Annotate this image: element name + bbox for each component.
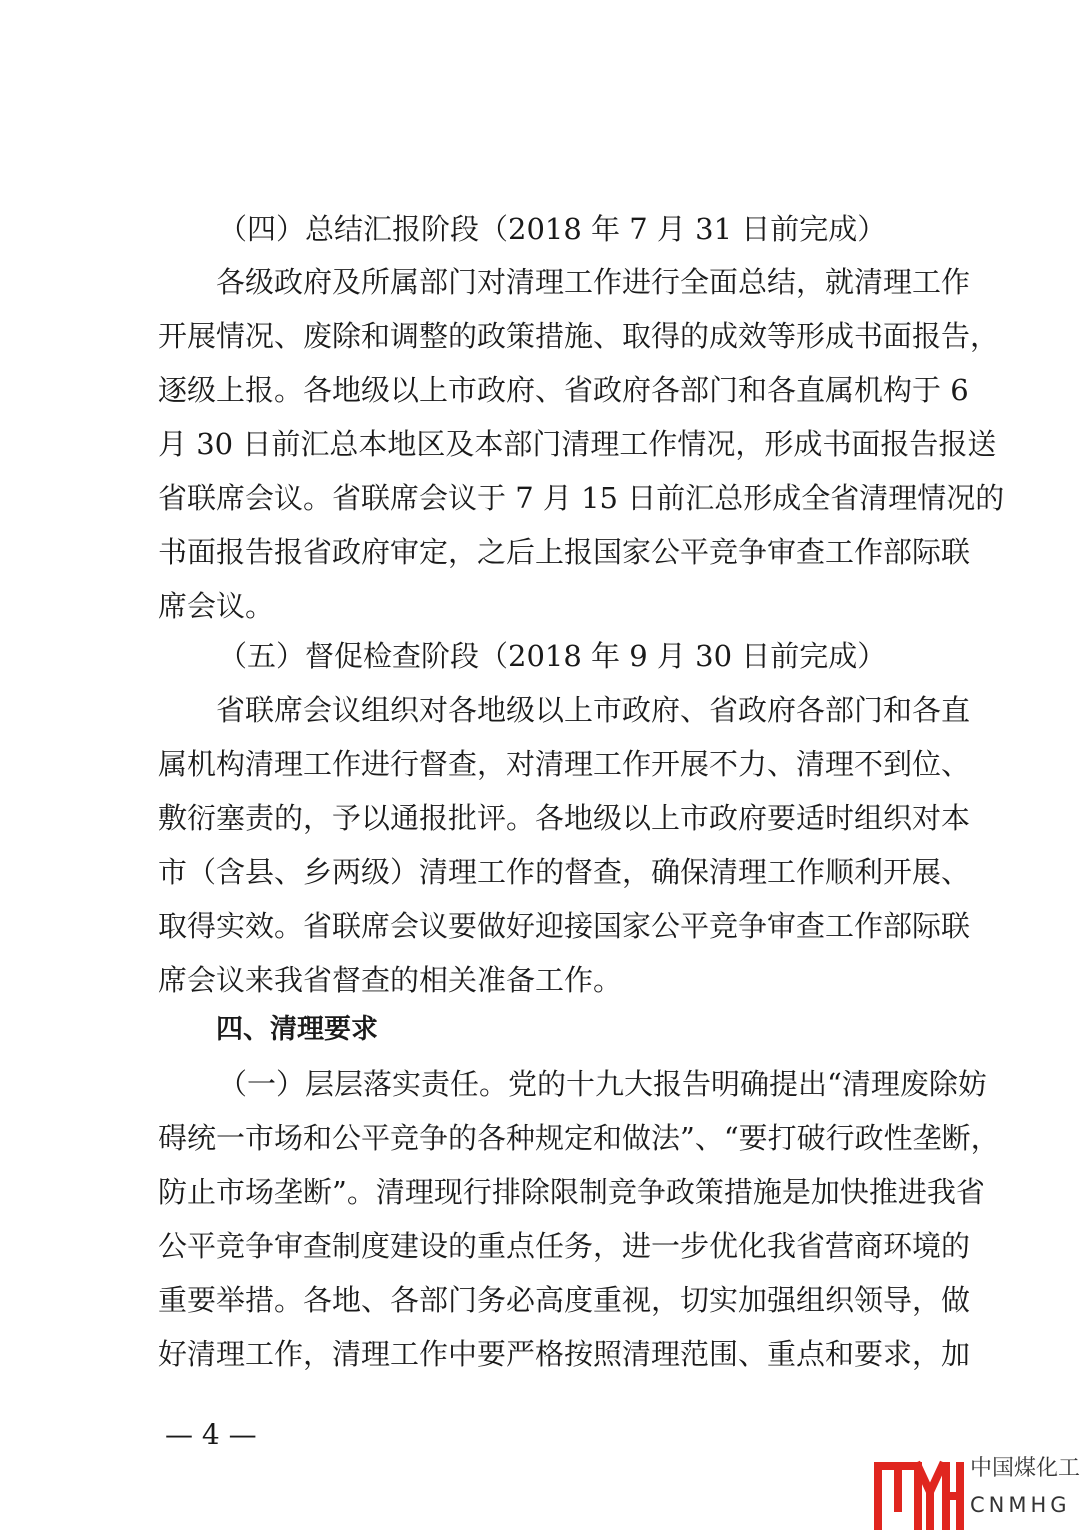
paragraph-line: 逐级上报。各地级以上市政府、省政府各部门和各直属机构于 6 bbox=[158, 373, 969, 407]
section-heading-5: （五）督促检查阶段（2018 年 9 月 30 日前完成） bbox=[218, 639, 887, 673]
paragraph-line: 省联席会议组织对各地级以上市政府、省政府各部门和各直 bbox=[216, 693, 971, 727]
paragraph-line: 重要举措。各地、各部门务必高度重视，切实加强组织领导，做 bbox=[158, 1283, 971, 1317]
paragraph-line: 取得实效。省联席会议要做好迎接国家公平竞争审查工作部际联 bbox=[158, 909, 971, 943]
watermark-text-cn: 中国煤化工 bbox=[970, 1456, 1080, 1481]
section-title: 四、清理要求 bbox=[216, 1014, 378, 1045]
paragraph-line: 好清理工作，清理工作中要严格按照清理范围、重点和要求，加 bbox=[158, 1337, 971, 1371]
watermark-logo bbox=[872, 1448, 1080, 1536]
paragraph-line: 书面报告报省政府审定，之后上报国家公平竞争审查工作部际联 bbox=[158, 535, 971, 569]
page-number: — 4 — bbox=[165, 1418, 257, 1451]
section-heading-4: （四）总结汇报阶段（2018 年 7 月 31 日前完成） bbox=[218, 212, 887, 246]
paragraph-line: 公平竞争审查制度建设的重点任务，进一步优化我省营商环境的 bbox=[158, 1229, 971, 1263]
paragraph-line: （一）层层落实责任。党的十九大报告明确提出“清理废除妨 bbox=[218, 1067, 987, 1101]
paragraph-line: 各级政府及所属部门对清理工作进行全面总结，就清理工作 bbox=[216, 265, 971, 299]
paragraph-line: 席会议。 bbox=[158, 589, 275, 623]
paragraph-line: 市（含县、乡两级）清理工作的督查，确保清理工作顺利开展、 bbox=[158, 855, 971, 889]
paragraph-line: 敷衍塞责的，予以通报批评。各地级以上市政府要适时组织对本 bbox=[158, 801, 971, 835]
paragraph-line: 属机构清理工作进行督查，对清理工作开展不力、清理不到位、 bbox=[158, 747, 971, 781]
paragraph-line: 月 30 日前汇总本地区及本部门清理工作情况，形成书面报告报送 bbox=[158, 427, 997, 461]
paragraph-line: 碍统一市场和公平竞争的各种规定和做法”、“要打破行政性垄断， bbox=[158, 1121, 1000, 1155]
paragraph-line: 开展情况、废除和调整的政策措施、取得的成效等形成书面报告， bbox=[158, 319, 1000, 353]
paragraph-line: 省联席会议。省联席会议于 7 月 15 日前汇总形成全省清理情况的 bbox=[158, 481, 1005, 515]
paragraph-line: 席会议来我省督查的相关准备工作。 bbox=[158, 963, 623, 997]
cnmhg-logo-icon bbox=[872, 1454, 964, 1534]
watermark-text-en: CNMHG bbox=[970, 1493, 1071, 1517]
paragraph-line: 防止市场垄断”。清理现行排除限制竞争政策措施是加快推进我省 bbox=[158, 1175, 985, 1209]
